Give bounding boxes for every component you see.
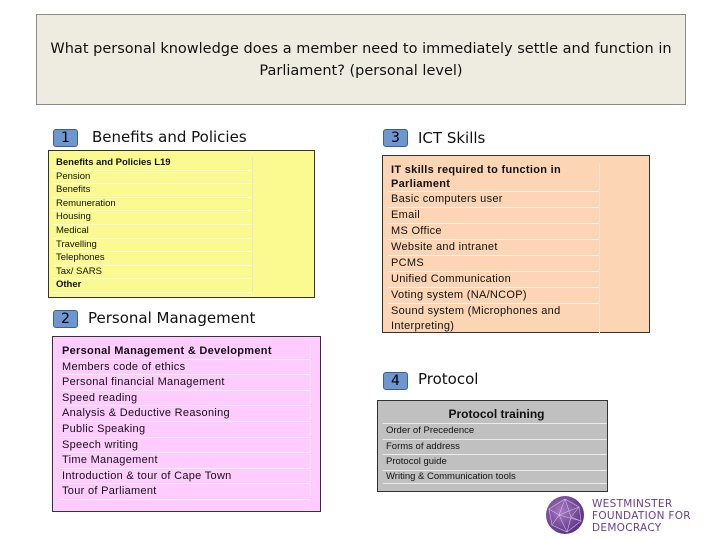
section-label: Benefits and Policies [92,128,247,146]
table-row: Voting system (NA/NCOP) [388,288,599,304]
table-row: Speed reading [59,391,310,407]
logo-line: DEMOCRACY [592,522,662,534]
personal-management-table [59,344,311,500]
table-row: Unified Communication [388,272,599,288]
table-row: Benefits [53,184,252,198]
section-label: Personal Management [88,309,256,327]
table-row: Public Speaking [59,422,310,438]
logo-line: WESTMINSTER [592,498,673,510]
table-row: Travelling [53,239,252,253]
table-row: Order of Precedence [383,424,607,440]
table-row: Speech writing [59,438,310,454]
table-row: Tour of Parliament [59,484,310,500]
logo-text [592,498,691,534]
logo-line: FOUNDATION FOR [592,510,691,522]
section-number-badge: 4 [383,372,408,390]
table-row: MS Office [388,224,599,240]
table-header: Benefits and Policies L19 [53,157,252,171]
table-row: Medical [53,225,252,239]
section-number-badge: 3 [383,129,408,147]
table-row: Email [388,208,599,224]
section-label: Protocol [418,370,479,388]
ict-skills-panel [382,155,650,333]
table-row: Website and intranet [388,240,599,256]
table-header: Personal Management & Development [59,344,310,360]
table-row: Housing [53,211,252,225]
protocol-panel [377,400,608,492]
table-header: IT skills required to function in Parliament [388,163,599,192]
table-row: Protocol guide [383,455,607,471]
section-number-badge: 1 [53,129,78,147]
table-row: Introduction & tour of Cape Town [59,469,310,485]
table-row: Tax/ SARS [53,266,252,280]
table-row: Personal financial Management [59,375,310,391]
benefits-panel [48,150,315,298]
table-row: Forms of address [383,440,607,456]
table-row: Basic computers user [388,192,599,208]
section-label: ICT Skills [418,129,486,147]
table-row: Telephones [53,252,252,266]
table-row: Writing & Communication tools [383,471,607,484]
ict-skills-table [388,163,600,335]
table-row: Members code of ethics [59,360,310,376]
table-row: Other [53,279,252,293]
table-row: Remuneration [53,198,252,212]
table-row: PCMS [388,256,599,272]
table-header: Protocol training [383,405,607,424]
table-row: Time Management [59,453,310,469]
table-row: Analysis & Deductive Reasoning [59,406,310,422]
slide-title [36,14,686,105]
protocol-table [383,405,607,484]
table-row: Sound system (Microphones and Interpreting) [388,304,599,335]
title-text: What personal knowledge does a member need to immediately settle and function in Parliament? (personal level) [50,40,672,79]
table-row: Pension [53,171,252,185]
personal-management-panel [52,336,321,512]
benefits-table [53,157,253,293]
section-number-badge: 2 [53,310,78,328]
globe-logo-icon [545,495,585,535]
